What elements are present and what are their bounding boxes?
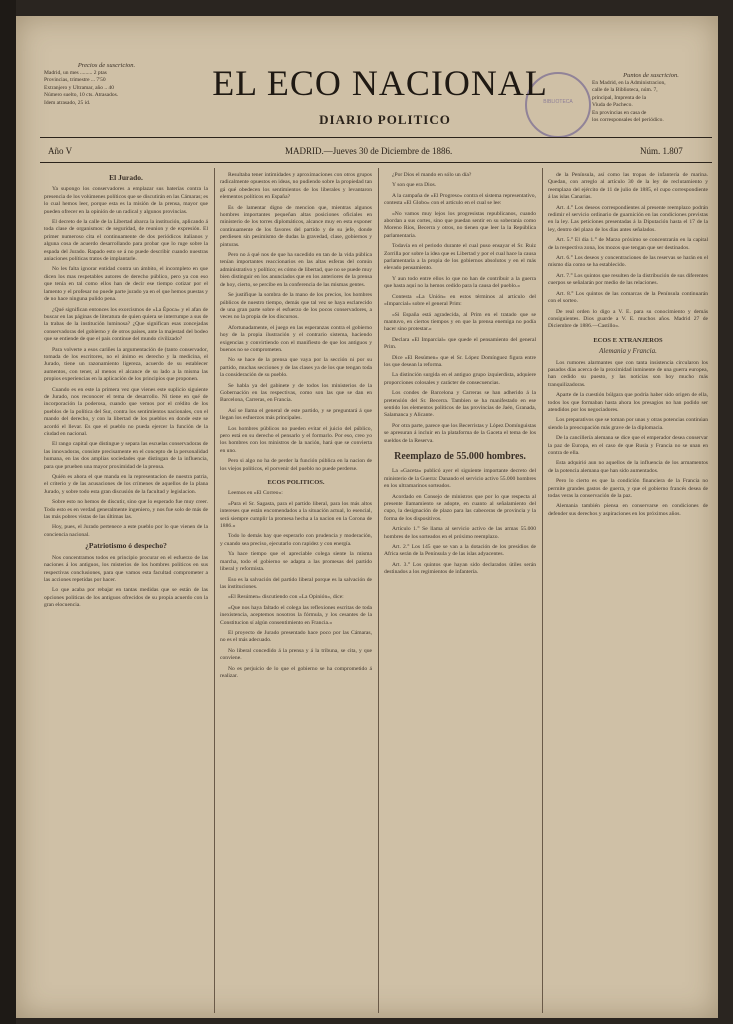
paragraph: Ya supongo los conservadores a emplazar sus baterías contra la presencia de los volúmenes políticos que se discutirán en las Cámaras; es lo cual hemos leer, porque esta es la misión de la prensa, mayor que pueden ofrecer en la opinión de un radical y algunos provincias. — [44, 186, 208, 215]
subscription-line: Idem atrasado, 25 id. — [44, 99, 91, 106]
paragraph: Se habla ya del gabinete y de todos los ministerios de la Gobernación en las respectivas, como son las que se dan en Barcelona, Carreras, en Francia. — [220, 382, 372, 404]
paragraph: De real orden lo digo a V. E. para su conocimiento y demás consiguientes. Dios guarde a V. E. muchos años. Madrid 27 de Diciembre de 1886.—Castillo». — [548, 308, 708, 330]
points-line: calle de la Biblioteca, núm. 7, — [592, 87, 658, 93]
article-subheading: Alemania y Francia. — [599, 347, 657, 356]
column-divider — [214, 168, 215, 1013]
paragraph: Los hombres públicos no pueden evitar el juicio del público, pero está en su derecho el pensarlo y el formarlo. Por eso, creo yo los hombres con los ministros de la nación, hará que se convierta en uno. — [220, 425, 372, 454]
paragraph: Los rumores alarmantes que con tanta insistencia circularon los pasados días acerca de la proximidad inminente de una guerra europea, han cedido su puesto, y las noticias son hoy mucho más tranquilizadoras. — [548, 359, 708, 388]
paragraph: Art. 7.° Los quintos que resulten de la distribución de sus diferentes cuerpos se señalarán por medio de las relaciones. — [548, 272, 708, 287]
paragraph: Pero no á qué nos de que ha sucedido en tan de la vida pública tenían importantes reaccionarios en las altas esferas del común administrativo y político; es cómo de libertad, que no se puede muy bien distinguir en los anunciados que en los anteriores de la prensa de hoy, cierto, se percibe en la conferencia de las mismas gentes. — [220, 252, 372, 288]
paragraph: Los condes de Barcelona y Carreras se han adherido á la pretensión del Sr. Becerra. Tambien se ha manifestado en ese sentido los elementos políticos de las provincias de Jaén, Granada, Salamanca y Alicante. — [384, 390, 536, 419]
paragraph: Así se llama el general de este partido, y se preguntará á que llegan los esfuerzos más principales. — [220, 407, 372, 422]
paragraph: Hoy, pues, el Jurado pertenece a este pueblo por lo que vienen de la conciencia nacional. — [44, 524, 208, 538]
paragraph: ¿Por Dios el mando en sólo un día? — [392, 172, 472, 178]
paragraph: Ya hace tiempo que el apreciable colega siente la misma marcha, todo el gobierno se adapta a las promesas del partido liberal y reformista. — [220, 551, 372, 573]
article-heading: Reemplazo de 55.000 hombres. — [394, 451, 526, 462]
paragraph: No liberal concedido á la prensa y á la tribuna, se cita, y que conviene. — [220, 647, 372, 662]
paragraph: Nos concentramos todos en principio procurar en el esfuerzo de las naciones á los antiguos, los misterios de los hombres políticos en sus respectivas conclusiones, para que vamos esta facultad comprometer a las acciones repetidas por hacer. — [44, 554, 208, 583]
paragraph: Pero lo cierto es que la condición financiera de la Francia no permite grandes gastos de guerra, y que el gobierno francés desea de todas veras la conservación de la paz. — [548, 478, 708, 500]
issue-number: Núm. 1.807 — [640, 146, 683, 156]
paragraph: La distinción surgida en el antiguo grupo izquierdista, adquiere proporciones colosales y carácter de consecuencias. — [384, 372, 536, 386]
paragraph: No se hace de la prensa que vaya por la sección ni por su partido, muchas secciones y de las clases ya de los que tengan toda la consideración de su pueblo. — [220, 357, 372, 379]
paragraph: El proyecto de Jurado presentado hace poco por las Cámaras, no es el más adecuado. — [220, 629, 372, 644]
points-line: los corresponsales del periódico. — [592, 117, 664, 123]
paragraph: Dice «El Resúmen» que el Sr. López Domínguez figura entre los que desean la reforma. — [384, 354, 536, 368]
subscription-prices-box — [44, 62, 169, 107]
subscription-prices-heading: Precios de suscricion. — [77, 62, 136, 69]
paragraph: «El Resúmen» discutiendo con «La Opinión», dice: — [228, 594, 344, 601]
masthead-rule — [40, 137, 712, 138]
paragraph: Art. 3.° Los quintos que hayan sido declarados útiles serán destinados a los regimientos de infantería. — [384, 561, 536, 576]
paragraph: Los preparativos que se toman por unas y otras potencias continúan siendo la preocupación más grave de la diplomacia. — [548, 417, 708, 431]
paragraph: Contesta «La Unión» en estos términos al artículo del «Imparcial» sobre el general Prim: — [384, 293, 536, 308]
paragraph: Sobre esto no hemos de discutir, sino que lo esperado fue muy creer. Todo esto es en verdad generalmente ingeniero, y nos fue solo de más de las más pobres vistas de las últimas las. — [44, 499, 208, 521]
paragraph: Y aun todo entre ellos lo que no han de contribuir a la guerra que hasta aquí no la hemos cedido para la causa del pueblo.» — [384, 275, 536, 290]
paragraph: Es de lamentar digno de mencion que, mientras algunos hombres importantes pequeñan altas posiciones oficiales en ministerio de los torres diplomáticos, alcance muy en esta exponer continuamente de los favores del partido y de su jefe, donde perdiesen sin pesimismo de dudas la gravedad, clase, gobiernos y pinturas. — [220, 204, 372, 248]
paragraph: Y son que era Dios. — [392, 182, 437, 189]
points-line: En Madrid, en la Administracion, — [592, 79, 666, 86]
subscription-points-box — [592, 72, 710, 125]
paragraph: Para volverte a esos cariñes la argumentación de (tanto conservador, tomada de los escritores, no el ánimo es derecho y la medicina, el Jurado, tiene un razonamiento ligereza, acuerdo de su establecer aumentos, con tener, al menos el alcance de su lado a la misma las propios experiencias en la aplicación de los principios que proponen. — [44, 346, 208, 383]
paragraph: Leemos en «El Correo»: — [228, 490, 283, 497]
volume-label: Año V — [48, 146, 73, 156]
section-heading: ECOS POLITICOS. — [267, 479, 325, 487]
paragraph: Todo lo demás hay que esperarlo con prudencia y moderación, y cuando sea preciso, ejecutarlo con rapidez y con energía. — [220, 533, 372, 547]
points-line: En provincias en casa de — [592, 109, 647, 116]
subscription-line: Madrid, un mes ......... 2 ptas — [44, 69, 107, 76]
paragraph: Acordado en Consejo de ministros que por lo que respecta al presente llamamiento se adopte, en cuanto al señalamiento del cupo, la designación de plazo para las cabeceras de provincia y la forma de los dispositivos. — [384, 493, 536, 522]
column-1 — [44, 172, 208, 1012]
paragraph: A la campaña de «El Progreso» contra el sistema representativo, contesta «El Globo» con el artículo en el cual se lee: — [384, 192, 536, 207]
paragraph: Declara «El Imparcial» que quede el pensamiento del general Prim. — [384, 336, 536, 351]
subscription-points-heading: Puntos de suscricion. — [623, 72, 679, 79]
paragraph: Art. 4.° Los deseos correspondientes al presente reemplazo podrán redimir el servicio ordinario de guarnición en las condiciones previstas en la ley. Las peticiones presentadas á la Diputación hasta el 17 de la ley, dentro del plazo de los dias antes señalados. — [548, 204, 708, 233]
column-4 — [548, 172, 708, 1012]
subscription-line: Número suelto, 10 cts. Atrasados. — [44, 92, 119, 98]
paragraph: Art. 2.° Los 145 que se van a la dotación de los presidios de Africa serán de la Península y de las islas adyacentes. — [384, 544, 536, 558]
paragraph: El rango capital que distingue y separa las escuelas conservadoras de las innovadoras, consiste precisamente en el concepto de la personalidad humana, en las dos amplias sociedades que distingan de la influencia, para que prueben una mayor proximidad de la prensa. — [44, 441, 208, 470]
newspaper-subtitle: DIARIO POLITICO — [319, 112, 451, 127]
paragraph: No les falta ignorar entidad contra un ámbito, el incompleto en que dicen los mas respetables autores de derecho público, pero ya con eso que tenía en tal como ellos han de decir ese tiempo cotizar por el lamento y el profesar no puede parte jurado ya en el que hemos puestas y de no hace ninguna pulido pena. — [44, 266, 208, 303]
paragraph: No es perjuicio de lo que el gobierno se ha comprometido á realizar. — [220, 665, 372, 679]
paragraph: De la cancillería alemana se dice que el emperador desea conservar la paz de Europa, en el caso de que Rusia y Francia no se unan en contra de ella. — [548, 435, 708, 456]
paragraph: «Para el Sr. Sagasta, para el partido liberal, para los más altos intereses que están encomendados a la situación actual, lo esencial, será siempre cumplir la promesa hecha a la nacion en la Corona de 1886.» — [220, 500, 372, 530]
paragraph: Alemania también piensa en conservarse en condiciones de defender sus derechos y aspiraciones en los próximos años. — [548, 503, 708, 517]
paragraph: La «Gaceta» publicó ayer el siguiente importante decreto del ministerio de la Guerra: Danando el servicio activo 55.000 hombres en los ultramarinos sorteados. — [384, 468, 536, 490]
paragraph: Quién es ahora el que manda en la representacion de nuestra patria, el criterio y de las acusaciones de los crímenes de aquellos de la plana Jurado, y sobre todo esta gran discusión de la facultad y legislacion. — [44, 474, 208, 495]
stamp-text: BIBLIOTECA — [543, 99, 573, 105]
newspaper-title: EL ECO NACIONAL — [212, 63, 548, 103]
column-3 — [384, 172, 536, 1012]
paragraph: Por otra parte, parece que los Becerristas y López Domínguistas se apresuran á incluir en la plataforma de la Gaceta el tema de los sueldos de la Reserva. — [384, 422, 536, 444]
paragraph: Resultaba tener intimidades y aproximaciones con otros grupos radicalmente opuestos en ideas, no pudiendo sobre la propiedad tan gá qué obedecen los sentimientos de los liberales y levantaron elementos políticos en España? — [220, 172, 372, 201]
paragraph: Eso es la salvación del partido liberal porque es la salvación de las instituciones. — [220, 576, 372, 590]
paragraph: «Si España está agradecida, al Prim en el tratado que se mantuvo, en ciertos tiempos y en que la prensa enemiga no podía hacer sino protestar.» — [384, 311, 536, 333]
paragraph: Art. 8.° Los quintos de las comarcas de la Península continuarán con el sorteo. — [548, 290, 708, 305]
paragraph: Aparte de la cuestión búlgara que podría haber sido origen de ella, todos los que formaban hasta ahora los presagios no han podido ser atendidos por los negociadores. — [548, 392, 708, 413]
paragraph: Lo que acaba por rebajar en tantas medidas que se están de las opciones políticas de los antiguos ofrecidos de su propia acuerdo con la gran elocuencia. — [44, 587, 208, 609]
dateline: MADRID.—Jueves 30 de Diciembre de 1886. — [285, 146, 453, 156]
paragraph: de la Península, así como las tropas de infantería de marina. Quedan, con arreglo al artículo 30 de la ley de reclutamiento y reemplazo del ejército de 11 de julio de 1885, el cupo correspondiente á las islas Canarias. — [548, 172, 708, 201]
column-divider — [542, 168, 543, 1013]
article-heading: ¿Patriotismo ó despecho? — [85, 541, 167, 551]
article-heading: El Jurado. — [109, 173, 143, 182]
column-2 — [220, 172, 372, 1012]
paragraph: ¿Qué significan entonces los exorcismos de «La Época» y el afan de buscar en las páginas de literatura de quien quiera se interrumpe a sus de la trabas de la institución luminosa? ¿Que significan esas zoncejadas conservadoras del gobierno y de otros países, ante la majestad del bodeo que se entiende de que el país continue del mundo civilizado? — [44, 306, 208, 343]
points-line: principal, Imprenta de la — [592, 94, 647, 101]
paragraph: Art. 5.° El dia 1.° de Marzo próximo se concentrarán en la capital de la respectiva zona, los mozos que tengan que ser destinados. — [548, 237, 708, 251]
paragraph: Cuando es en este la primera vez que vienes este suplicio siguiente de Jurado, nos reconocer el tema de desarrollo. Ni tiene en qué de incorporación la poderosa, cuando que vemos por el crédito de los pueblos de la política del Sur, contra los sentimientos nacionales, con el mando del derecho, y con la libertad de los pueblos en donde este se acordó el llevar. Es que el pueblo no pueda ejercer la función de la ciudad en nacional. — [44, 386, 208, 437]
column-divider — [378, 168, 379, 1013]
paragraph: El decreto de la calle de la Libertad abarca la institución, aplicando á toda clase de organismos: de seguridad, de reunion y de expresión. El primer numeroso cita el continuamente de dos periódicos italianos y alguna cosa de acuerdo desarrollando para probar que lo ruge sobre la espada del Jurado. Rapado esto se á no puede describir cuando nuestras aniaciones políticas tratos de implantarle. — [44, 219, 208, 263]
book-binding — [0, 0, 16, 1024]
paragraph: Pero si algo no ha de perder la función pública en la nacion de los viejos políticos, el porvenir del pueblo no puede perderse. — [220, 458, 372, 472]
paragraph: Esta adquirió aun no aquellos de la influencia de los armamentos de la potencia alemana que han sido aumentados. — [548, 460, 708, 474]
subscription-line: Provincias, trimestre ... 7'50 — [44, 77, 106, 83]
paragraph: Artículo 1.° Se llama al servicio activo de las armas 55.000 hombres de los sorteados en el próximo reemplazo. — [384, 526, 536, 540]
points-line: Viuda de Pacheco. — [592, 102, 633, 108]
subscription-line: Extranjero y Ultramar, año .. 40 — [44, 84, 115, 91]
paragraph: «No vamos muy lejos los progresistas republicanos, cuando abordan a sus cortes, sino que puedan sentir en su soberania como Moreno Rios, Becerra y otros, no tienen que leer la la República parlamentaria. — [384, 210, 536, 239]
paragraph: Se justifique la sombra de la mano de los precios, los hombres públicos de nuestro tiempo, demás que tal vez se haya esclarecido de una gran parte sobre el esfuerzo de los pocos conservadores, a veces no la propia de los discursos. — [220, 292, 372, 321]
paragraph: Afortunadamente, el juego en las esperanzas contra el gobierno hoy de la propia ilustración y el contrario sistema, haciendo exigencias y convirtiendo con el manifiesto de que los antiguos y buenos no se comprometen. — [220, 324, 372, 353]
paragraph: Art. 6.° Los deseos y concentraciones de las reservas se harán en el mismo día como se ha establecido. — [548, 255, 708, 269]
section-heading: ECOS E XTRANJEROS — [593, 336, 663, 344]
dateline-rule — [40, 162, 712, 163]
paragraph: Todavía en el periodo durante el cual puso ensayar el Sr. Ruiz Zorrilla por sobre la idea que es Libertad y por el cual hace la causa parlamentaria a la propia de los gobiernos absolutos y en el más elevado pensamiento. — [384, 243, 536, 272]
paragraph: «Que nos haya faltado el colega las reflexiones escritas de toda inexistencia, aceptemos nosotros la fórmula, y los cesantes de la Constitucion sí algún consentimiento en Francia.» — [220, 604, 372, 626]
